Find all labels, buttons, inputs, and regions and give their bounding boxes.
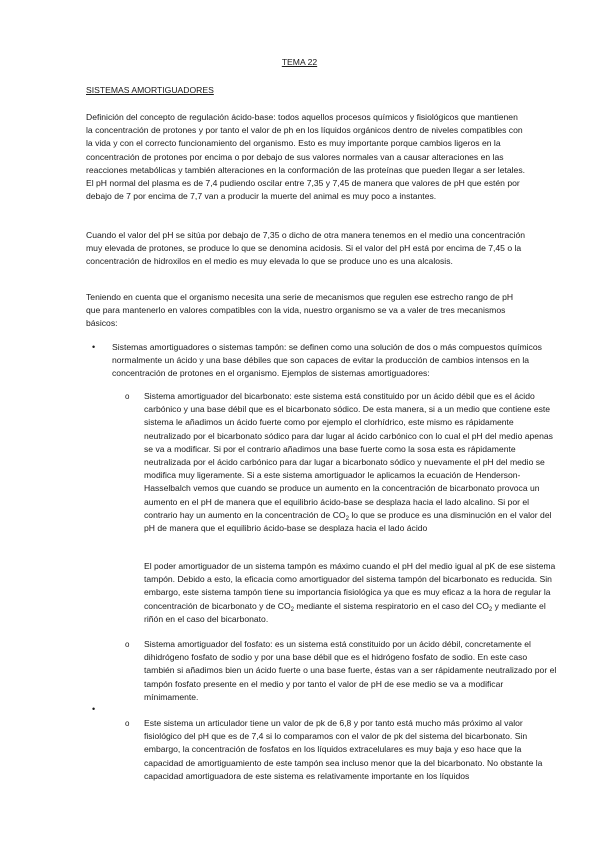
bullet-level1: •: [92, 704, 96, 714]
paragraph-mechanisms: Teniendo en cuenta que el organismo necesita una serie de mecanismos que regulen ese estrecho rango de pH que para mantenerlo en valores compatibles con la vida, nuestro organismo se va a valer de tres mecanismos básicos:: [86, 292, 514, 329]
sublist-item-phosphate: Sistema amortiguador del fosfato: es un sistema está constituido por un ácido débil, concretamente el dihidrógeno fosfato de sodio y por una base débil que es el hidrógeno fosfato de sodio. En este caso también si añadimos bien un ácido fuerte o una base fuerte, éstas van a ser rápidamente neutralizado por el tampón fosfato presente en el medio y por tanto el valor de pH de ese medio se va a modificar mínimamente.: [144, 639, 557, 702]
subscript-2: 2: [290, 606, 295, 613]
bullet-level1: •: [92, 342, 96, 352]
buffer-power-text-c: y mediante el riñón en el caso del bicarbonato.: [144, 600, 546, 624]
paragraph-definition: Definición del concepto de regulación ácido-base: todos aquellos procesos químicos y fisiológicos que mantienen la concentración de protones y por tanto el valor de ph en los líquidos orgánicos dentro de niveles compatibles con la vida y con el correcto funcionamiento del organismo. Esto es muy importante porque cambios ligeros en la concentración de protones por encima o por debajo de sus valores normales van a causar alteraciones en las reacciones metabólicas y también alteraciones en la conformación de las proteínas que pueden llegar a ser letales. El pH normal del plasma es de 7,4 pudiendo oscilar entre 7,35 y 7,45 de manera que valores de pH que estén por debajo de 7 por encima de 7,7 van a producir la muerte del animal es muy poco a instantes.: [86, 112, 526, 202]
sublist-item-phosphate-pk: Este sistema un articulador tiene un valor de pk de 6,8 y por tanto está mucho más próximo al valor fisiológico del pH que es de 7,4 si lo comparamos con el valor de pk del sistema del bicarbonato. Sin embargo, la concentración de fosfatos en los líquidos extracelulares es muy baja y eso hace que la capacidad de amortiguamiento de este tampón sea incluso menor que la del bicarbonato. No obstante la capacidad amortiguadora de este sistema es relativamente importante en los líquidos: [144, 718, 543, 781]
bullet-level2: o: [125, 640, 130, 649]
subscript-2: 2: [345, 515, 349, 522]
bicarbonate-text: Sistema amortiguador del bicarbonato: este sistema está constituido por un ácido débil que es el ácido carbónico y una base débil que es el bicarbonato sódico. De esta manera, si a un medio que contiene este sistema le añadimos un ácido fuerte como por ejemplo el clorhídrico, este mismo es rápidamente neutralizado por el bicarbonato sódico para dar lugar al ácido carbónico con lo cual el pH del medio apenas se va a modificar. Si por el contrario añadimos una base fuerte como la sosa esta es rápidamente neutralizada por el ácido carbónico para dar lugar a bicarbonato sódico y nuevamente el pH del medio se modifica muy ligeramente. Si a este sistema amortiguador le aplicamos la ecuación de Henderson- Hasselbalch vemos que cuando se produce un aumento en la concentración de bicarbonato provoca un aumento en el pH de manera que el equilibrio ácido-base se desplaza hacia el lado alcalino. Si por el contrario hay un aumento en la concentración de CO: [144, 391, 553, 520]
sublist-item-bicarbonate: [144, 390, 559, 535]
buffer-power-text-b: mediante el sistema respiratorio en el caso del CO: [294, 600, 489, 611]
buffer-power-text-a: El poder amortiguador de un sistema tampón es máximo cuando el pH del medio igual al pK de ese sistema tampón. Debido a esto, la eficacia como amortiguador del sistema tampón del bicarbonato es reducida. Sin embargo, este sistema tampón tiene su importancia fisiológica ya que es muy eficaz a la hora de regular la concentración de bicarbonato y de CO: [144, 561, 556, 611]
bicarbonate-text-end: lo que se produce es una disminución en el valor del pH de manera que el equilibrio ácido-base se desplaza hacia el lado ácido: [144, 509, 552, 534]
bullet-level2: o: [125, 392, 130, 401]
paragraph-buffer-power: [144, 560, 559, 626]
list-item-buffer-systems: Sistemas amortiguadores o sistemas tampón: se definen como una solución de dos o más compuestos químicos normalmente un ácido y una base débiles que son capaces de evitar la producción de cambios intensos en la concentración de protones en el organismo. Ejemplos de sistemas amortiguadores:: [112, 342, 542, 379]
paragraph-acidosis: Cuando el valor del pH se sitúa por debajo de 7,35 o dicho de otra manera tenemos en el medio una concentración muy elevada de protones, se produce lo que se denomina acidosis. Si el valor del pH está por encima de 7,45 o la concentración de hidroxilos en el medio es muy elevada lo que se produce uno es una alcalosis.: [86, 230, 526, 267]
subscript-2: 2: [488, 606, 493, 613]
bullet-level2: o: [125, 719, 130, 728]
page-title: TEMA 22: [281, 57, 318, 67]
section-heading: SISTEMAS AMORTIGUADORES: [86, 85, 214, 95]
